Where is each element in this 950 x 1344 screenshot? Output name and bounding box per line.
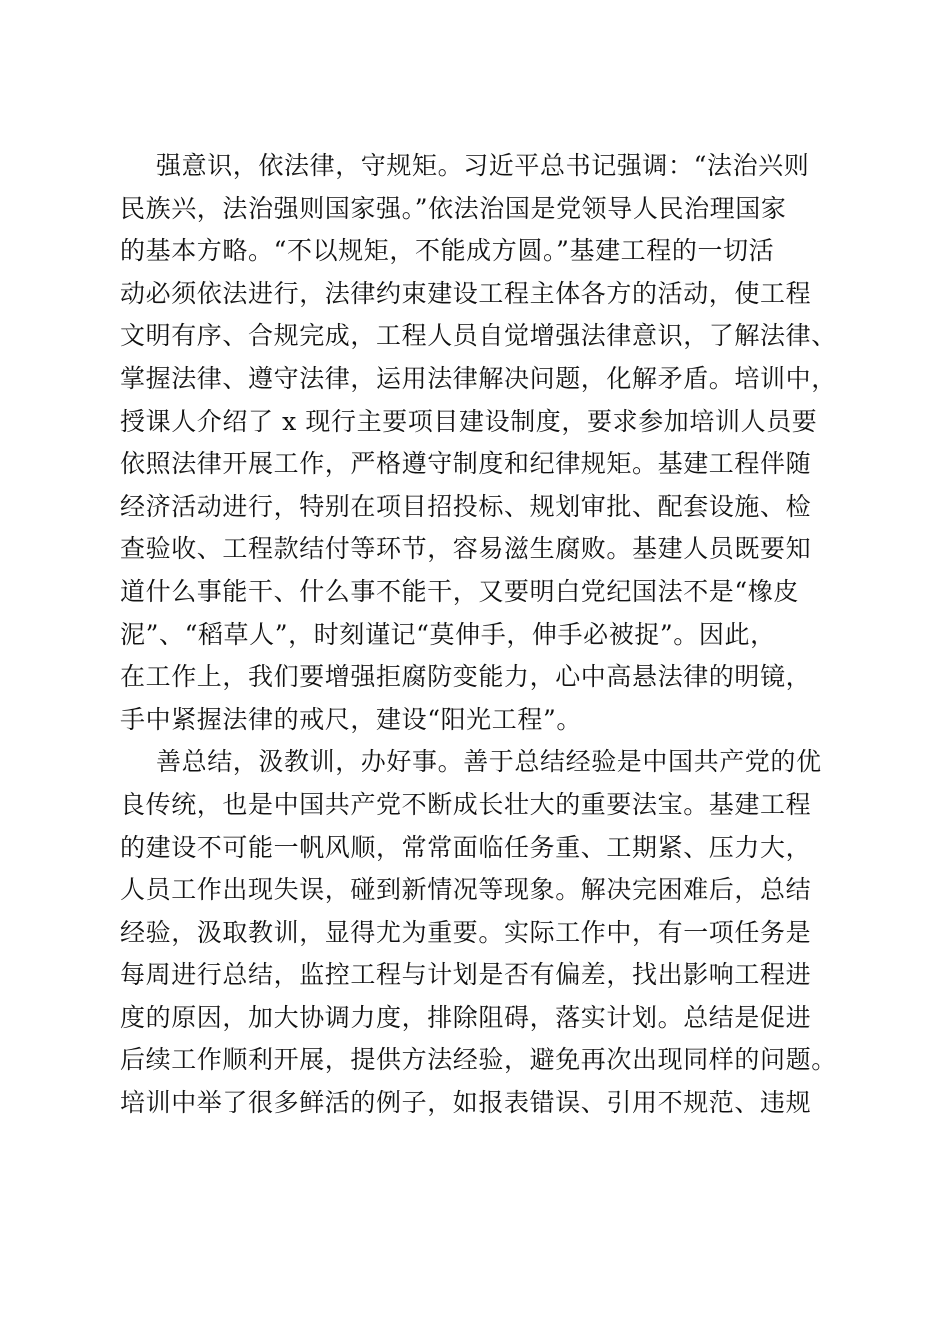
text-line: 度的原因，加大协调力度，排除阻碍，落实计划。总结是促进 xyxy=(120,1002,812,1032)
text-line: 在工作上，我们要增强拒腐防变能力，心中高悬法律的明镜， xyxy=(120,662,812,692)
document-body xyxy=(120,145,845,1125)
text-line: 后续工作顺利开展，提供方法经验，避免再次出现同样的问题。 xyxy=(120,1045,837,1075)
paragraph-rule-of-law xyxy=(120,145,845,741)
text-line: 经验，汲取教训，显得尤为重要。实际工作中，有一项任务是 xyxy=(120,917,812,947)
text-line: 经济活动进行，特别在项目招投标、规划审批、配套设施、检 xyxy=(120,491,812,521)
text-line: 查验收、工程款结付等环节，容易滋生腐败。基建人员既要知 xyxy=(120,534,812,564)
text-line: 善总结，汲教训，办好事。善于总结经验是中国共产党的优 xyxy=(156,747,822,777)
text-line: 掌握法律、遵守法律，运用法律解决问题，化解矛盾。培训中， xyxy=(120,363,837,393)
text-line: 泥”、“稻草人”，时刻谨记“莫伸手，伸手必被捉”。因此， xyxy=(120,619,776,649)
text-line: 手中紧握法律的戒尺，建设“阳光工程”。 xyxy=(120,704,582,734)
text-line: 道什么事能干、什么事不能干，又要明白党纪国法不是“橡皮 xyxy=(120,576,799,606)
text-line: 民族兴，法治强则国家强。”依法治国是党领导人民治理国家 xyxy=(120,193,787,223)
text-line: 良传统，也是中国共产党不断成长壮大的重要法宝。基建工程 xyxy=(120,789,812,819)
text-line: 人员工作出现失误，碰到新情况等现象。解决完困难后，总结 xyxy=(120,875,812,905)
text-line: 的基本方略。“不以规矩，不能成方圆。”基建工程的一切活 xyxy=(120,236,775,266)
text-line: 强意识，依法律，守规矩。习近平总书记强调：“法治兴则 xyxy=(156,151,810,180)
text-line: 每周进行总结，监控工程与计划是否有偏差，找出影响工程进 xyxy=(120,960,812,990)
text-line: 依照法律开展工作，严格遵守制度和纪律规矩。基建工程伴随 xyxy=(120,449,812,479)
text-line: 文明有序、合规完成，工程人员自觉增强法律意识，了解法律、 xyxy=(120,321,837,351)
text-line: 动必须依法进行，法律约束建设工程主体各方的活动，使工程 xyxy=(120,278,812,308)
text-line: 培训中举了很多鲜活的例子，如报表错误、引用不规范、违规 xyxy=(120,1088,812,1118)
text-line: 的建设不可能一帆风顺，常常面临任务重、工期紧、压力大， xyxy=(120,832,812,862)
text-line: 授课人介绍了 x 现行主要项目建设制度，要求参加培训人员要 xyxy=(120,406,818,436)
paragraph-summarize-lessons xyxy=(120,741,845,1124)
